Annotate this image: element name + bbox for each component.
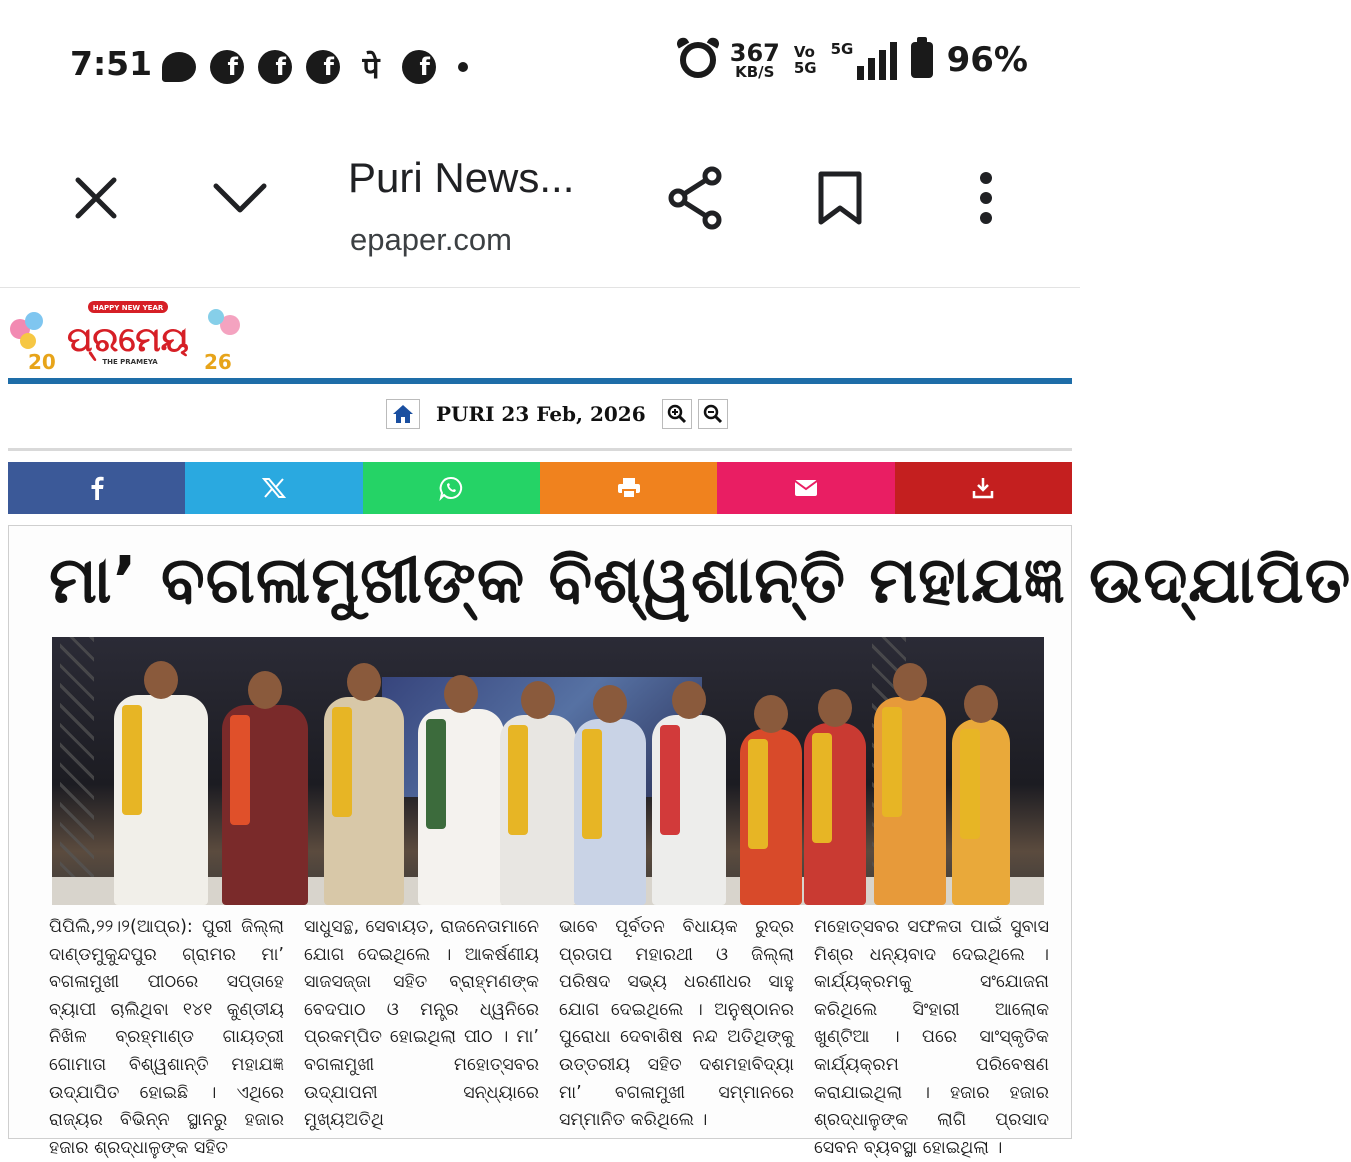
prameya-logo[interactable] <box>8 299 248 375</box>
minimize-button[interactable] <box>212 170 268 226</box>
close-icon <box>72 174 120 222</box>
signal-bar <box>868 58 875 80</box>
facebook-notification-icon: f <box>258 50 292 84</box>
article-column: ସାଧୁସନ୍ଥ, ସେବାୟତ, ରାଜନେତାମାନେ ଯୋଗ ଦେଇଥିଲେ । ଆକର୍ଷଣୀୟ ସାଜସଜ୍ଜା ସହିତ ବ୍ରାହ୍ମଣଙ୍କ ବେଦପାଠ ଓ ମନ୍ତ୍ର ଧ୍ୱନିରେ ପ୍ରକମ୍ପିତ ହୋଇଥିଲା ପୀଠ । ମା’ ବଗଳାମୁଖୀ ମହୋତ୍ସବର ଉଦ୍‌ଯାପନୀ ସନ୍ଧ୍ୟାରେ ମୁଖ୍ୟଅତିଥି <box>304 917 539 1131</box>
signal-bar <box>890 42 897 80</box>
photo-person <box>652 715 726 905</box>
facebook-notification-icon: f <box>402 50 436 84</box>
article-column: ଭାବେ ପୂର୍ବତନ ବିଧାୟକ ରୁଦ୍ର ପ୍ରତାପ ମହାରଥୀ ଓ ଜିଲ୍ଲା ପରିଷଦ ସଭ୍ୟ ଧରଣୀଧର ସାହୁ ଯୋଗ ଦେଇଥିଲେ । ଅନୁଷ୍ଠାନର ପୁରୋଧା ଦେବାଶିଷ ନନ୍ଦ ଅତିଥିଙ୍କୁ ଉତ୍ତରୀୟ ସହିତ ଦଶମହାବିଦ୍ୟା ମା’ ବଗଳାମୁଖୀ ସମ୍ମାନରେ ସମ୍ମାନିତ କରିଥିଲେ । <box>559 917 794 1131</box>
download-button[interactable] <box>895 462 1072 514</box>
photo-person <box>114 695 208 905</box>
share-whatsapp-button[interactable] <box>363 462 540 514</box>
notification-icons <box>162 46 468 87</box>
status-bar <box>0 0 1080 130</box>
article-column: ମହୋତ୍ସବର ସଫଳତା ପାଇଁ ସୁବାସ ମିଶ୍ର ଧନ୍ୟବାଦ ଦେଇଥିଲେ । କାର୍ଯ୍ୟକ୍ରମକୁ ସଂଯୋଜନା କରିଥିଲେ ସିଂହାରୀ ଆଲୋକ ଖୁଣ୍ଟିଆ । ପରେ ସାଂସ୍କୃତିକ କାର୍ଯ୍ୟକ୍ରମ ପରିବେଷଣ କରାଯାଇଥିଲା । ହଜାର ହଜାର ଶ୍ରଦ୍ଧାଳୁଙ୍କ ଲାଗି ପ୍ରସାଦ ସେବନ ବ୍ୟବସ୍ଥା ହୋଇଥିଲା । <box>814 917 1049 1158</box>
home-icon <box>392 404 414 424</box>
download-icon <box>972 477 994 499</box>
zoom-in-button[interactable] <box>662 399 692 429</box>
epaper-page <box>0 289 1351 1158</box>
facebook-notification-icon: f <box>306 50 340 84</box>
print-button[interactable] <box>540 462 717 514</box>
bookmark-icon <box>817 170 863 226</box>
facebook-notification-icon: f <box>210 50 244 84</box>
article-clipping[interactable] <box>8 525 1351 1158</box>
signal-strength-icon <box>831 40 897 80</box>
network-type-label: 5G <box>830 40 854 58</box>
chat-notification-icon <box>162 52 196 82</box>
photo-person <box>952 719 1010 905</box>
page-title: Puri News... <box>348 154 575 201</box>
system-icons <box>680 40 1028 80</box>
share-email-button[interactable] <box>717 462 894 514</box>
share-icon <box>668 166 724 230</box>
photo-person <box>500 715 576 905</box>
network-speed <box>729 38 780 81</box>
share-bar <box>8 462 1072 514</box>
whatsapp-icon <box>439 476 463 500</box>
zoom-out-button[interactable] <box>698 399 728 429</box>
zoom-out-icon <box>703 404 723 424</box>
logo-year-right: 26 <box>204 350 232 374</box>
header-divider <box>8 378 1072 384</box>
photo-person <box>874 697 946 905</box>
edition-divider <box>8 448 1072 451</box>
article-headline: ମା’ ବଗଳାମୁଖୀଙ୍କ ବିଶ୍ୱଶାନ୍ତି ମହାଯଜ୍ଞ ଉଦ୍‌ଯାପିତ <box>49 544 1351 618</box>
more-notifications-dot-icon <box>458 62 468 72</box>
share-facebook-button[interactable] <box>8 462 185 514</box>
logo-year-left: 20 <box>28 350 56 374</box>
photo-person <box>574 719 646 905</box>
photo-person <box>222 705 308 905</box>
more-options-button[interactable] <box>958 170 1014 226</box>
page-url: epaper.com <box>350 222 512 257</box>
zoom-in-icon <box>667 404 687 424</box>
battery-icon <box>911 42 933 78</box>
edition-bar <box>386 399 728 429</box>
facebook-icon <box>90 476 104 500</box>
share-x-button[interactable] <box>185 462 362 514</box>
alarm-icon <box>680 42 716 78</box>
battery-percentage: 96% <box>946 40 1028 80</box>
more-vertical-icon <box>976 170 996 226</box>
article-photo <box>52 637 1044 905</box>
photo-person <box>740 729 802 905</box>
signal-bar <box>857 66 864 80</box>
volte-top-label: Vo <box>793 42 815 61</box>
email-icon <box>794 479 818 497</box>
signal-bar <box>879 50 886 80</box>
close-button[interactable] <box>68 170 124 226</box>
logo-text: ପ୍ରମେୟ <box>67 320 189 360</box>
edition-date: PURI 23 Feb, 2026 <box>436 402 646 426</box>
phonepe-notification-icon: पे <box>362 51 380 86</box>
clock: 7:51 <box>70 44 153 83</box>
bookmark-button[interactable] <box>812 170 868 226</box>
volte-bottom-label: 5G <box>793 59 817 77</box>
volte-icon <box>794 44 817 77</box>
logo-banner-text: HAPPY NEW YEAR <box>92 304 164 312</box>
network-speed-unit: KB/S <box>735 62 775 81</box>
x-icon <box>263 478 285 498</box>
logo-subtitle: THE PRAMEYA <box>102 358 158 366</box>
stage-truss <box>60 637 94 905</box>
photo-person <box>418 709 504 905</box>
chevron-down-icon <box>212 178 268 218</box>
network-speed-value: 367 <box>729 38 780 67</box>
share-button[interactable] <box>668 170 724 226</box>
home-button[interactable] <box>386 399 420 429</box>
photo-person <box>804 723 866 905</box>
print-icon <box>617 477 641 499</box>
article-column: ପିପିଲି,୨୨।୨(ଆପ୍ର): ପୁରୀ ଜିଲ୍ଲା ଦାଣ୍ଡମୁକୁନ୍ଦପୁର ଗ୍ରାମର ମା’ ବଗଳାମୁଖୀ ପୀଠରେ ସପ୍ତାହେ ବ୍ୟାପୀ ଚାଲିଥିବା ୧୪୧ କୁଣ୍ଡୀୟ ନିଖିଳ ବ୍ରହ୍ମାଣ୍ଡ ଗାୟତ୍ରୀ ଗୋମାତା ବିଶ୍ୱଶାନ୍ତି ମହାଯଜ୍ଞ ଉଦ୍‌ଯାପିତ ହୋଇଛି । ଏଥିରେ ରାଜ୍ୟର ବିଭିନ୍ନ ସ୍ଥାନରୁ ହଜାର ହଜାର ଶ୍ରଦ୍ଧାଳୁଙ୍କ ସହିତ <box>49 917 284 1158</box>
prameya-logo-graphic <box>8 299 248 375</box>
photo-person <box>324 697 404 905</box>
article-body <box>49 914 1049 1162</box>
